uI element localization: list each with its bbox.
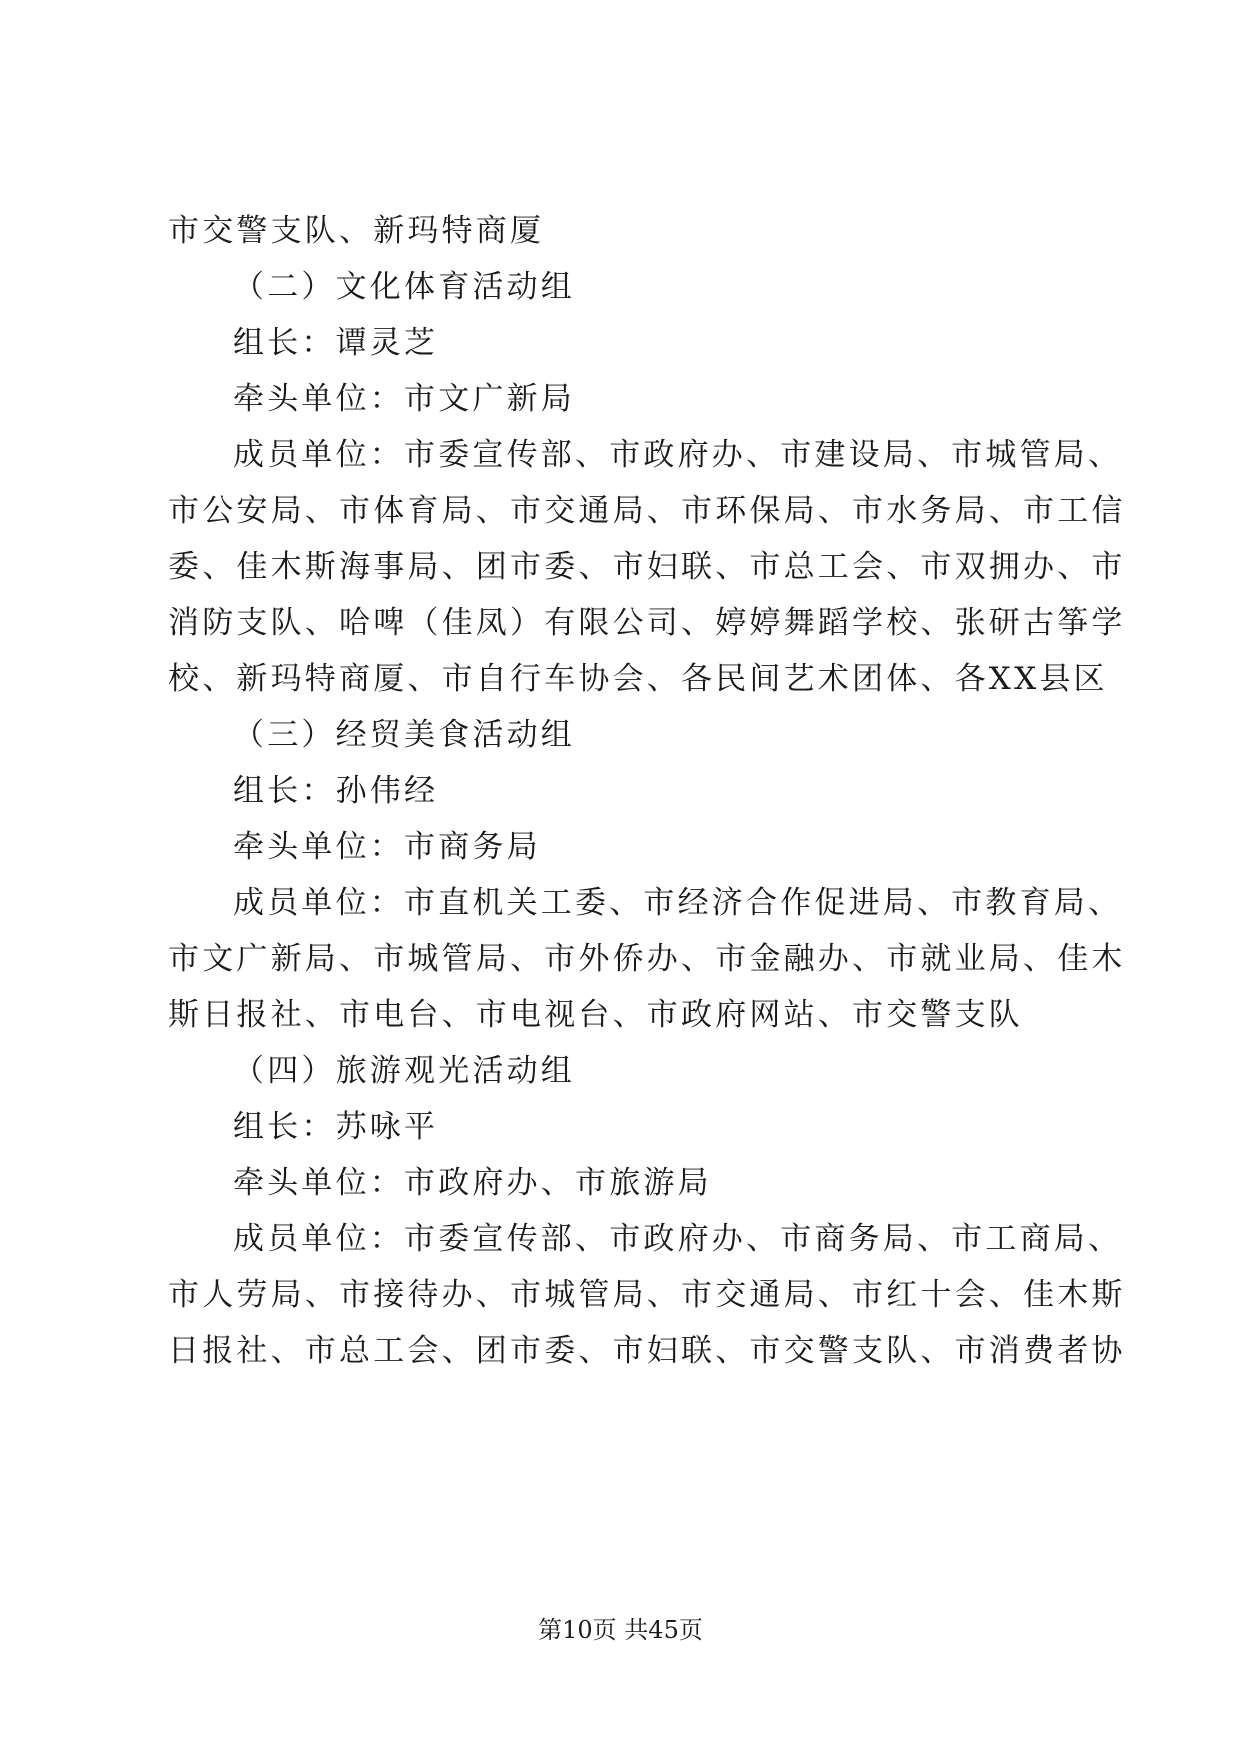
member-units-continued: 消防支队、哈啤（佳凤）有限公司、婷婷舞蹈学校、张研古筝学: [168, 605, 1126, 641]
lead-unit: 牵头单位：市文广新局: [233, 381, 575, 417]
group-leader: 组长：苏咏平: [233, 1109, 439, 1145]
member-units-continued: 市公安局、市体育局、市交通局、市环保局、市水务局、市工信: [168, 493, 1126, 529]
member-units: 成员单位：市委宣传部、市政府办、市建设局、市城管局、: [233, 437, 1123, 473]
member-units: 成员单位：市委宣传部、市政府办、市商务局、市工商局、: [233, 1221, 1123, 1257]
group-leader: 组长：谭灵芝: [233, 325, 439, 361]
member-units-continued: 委、佳木斯海事局、团市委、市妇联、市总工会、市双拥办、市: [168, 549, 1126, 585]
member-units-continued: 日报社、市总工会、团市委、市妇联、市交警支队、市消费者协: [168, 1333, 1126, 1369]
member-units-continued: 斯日报社、市电台、市电视台、市政府网站、市交警支队: [168, 997, 1023, 1033]
member-units-continued: 校、新玛特商厦、市自行车协会、各民间艺术团体、各XX县区: [168, 661, 1108, 697]
lead-unit: 牵头单位：市政府办、市旅游局: [233, 1165, 712, 1201]
lead-unit: 牵头单位：市商务局: [233, 829, 541, 865]
member-units-continued: 市人劳局、市接待办、市城管局、市交通局、市红十会、佳木斯: [168, 1277, 1126, 1313]
section-heading-culture-sports: （二）文化体育活动组: [233, 269, 575, 305]
page-number-footer: 第10页 共45页: [538, 1616, 703, 1644]
member-units: 成员单位：市直机关工委、市经济合作促进局、市教育局、: [233, 885, 1123, 921]
group-leader: 组长：孙伟经: [233, 773, 439, 809]
section-heading-trade-food: （三）经贸美食活动组: [233, 717, 575, 753]
member-units-continued: 市文广新局、市城管局、市外侨办、市金融办、市就业局、佳木: [168, 941, 1126, 977]
paragraph-continuation: 市交警支队、新玛特商厦: [168, 213, 545, 249]
section-heading-tourism: （四）旅游观光活动组: [233, 1053, 575, 1089]
